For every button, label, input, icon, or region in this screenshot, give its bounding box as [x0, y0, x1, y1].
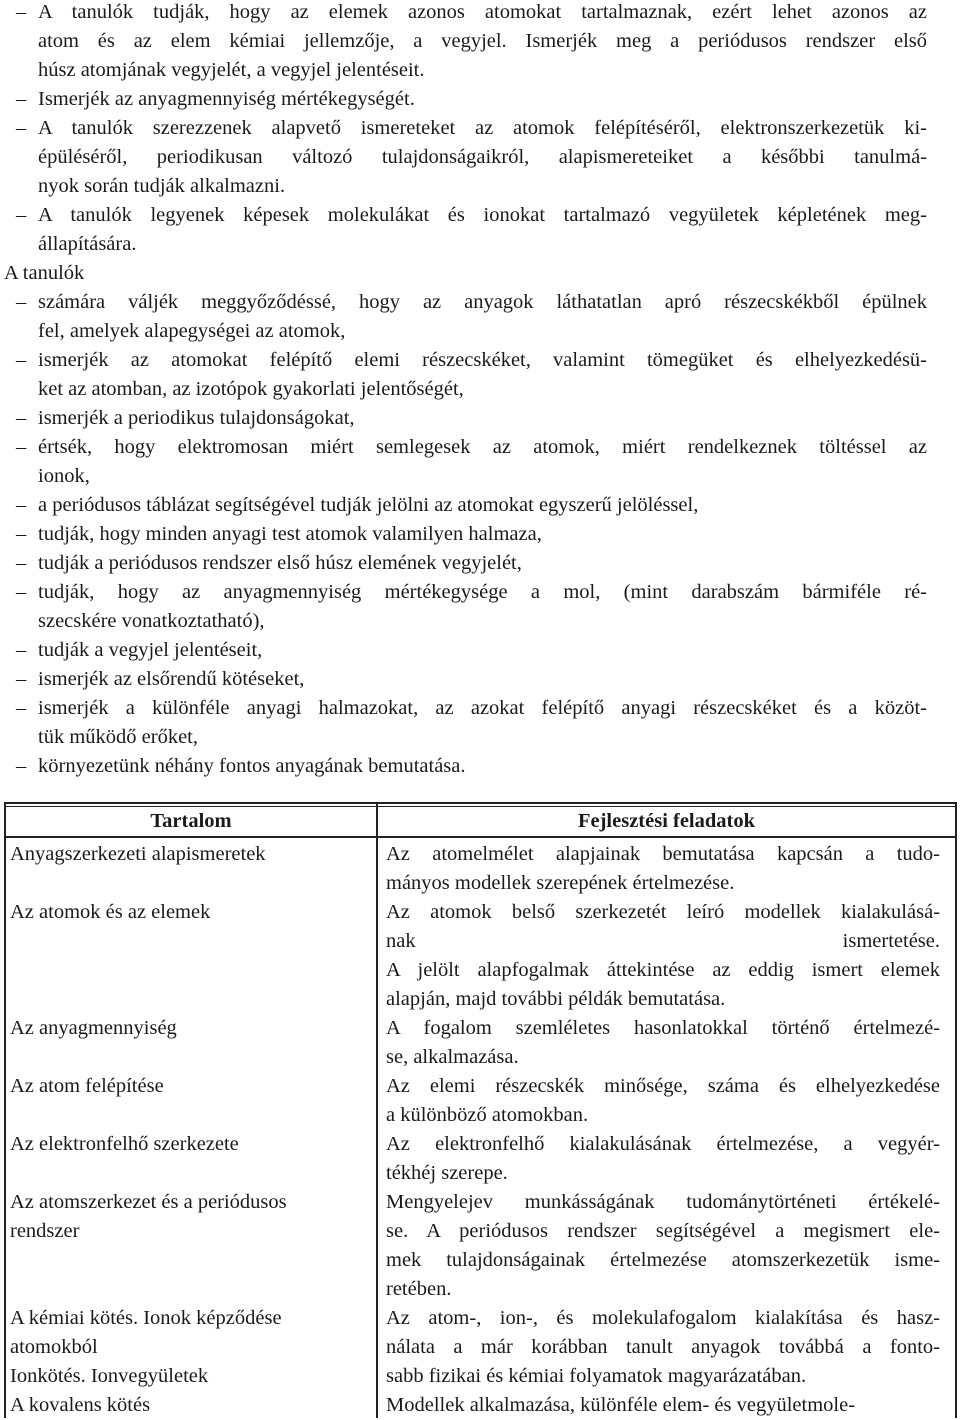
goal-bullet-text: fel, amelyek alapegységei az atomok,	[38, 320, 346, 342]
table-cell-task: retében.	[386, 1278, 452, 1300]
table-border-top	[4, 802, 957, 804]
table-cell-task: Az atomok belső szerkezetét leíró modellek kialakulásá-	[386, 901, 940, 923]
goals-heading: A tanulók	[4, 262, 85, 284]
table-cell-content: atomokból	[10, 1336, 98, 1358]
table-cell-task: nálata a már korábban tanult anyagok továbbá a fonto-	[386, 1336, 940, 1358]
table-cell-task: mányos modellek szerepének értelmezése.	[386, 872, 735, 894]
table-cell-content: Az atomszerkezet és a periódusos	[10, 1191, 287, 1213]
goal-bullet-text: ismerjék a különféle anyagi halmazokat, az azokat felépítő anyagi részecskéket és a közöt-	[38, 697, 927, 719]
intro-bullet-text: épüléséről, periodikusan változó tulajdonságaikról, alapismereteiket a későbbi tanulmá-	[38, 146, 927, 168]
goal-bullet-text: tük működő erőket,	[38, 726, 198, 748]
intro-bullet-text: Ismerjék az anyagmennyiség mértékegységét.	[38, 88, 415, 110]
intro-bullet-text: atom és az elem kémiai jellemzője, a vegyjel. Ismerjék meg a periódusos rendszer első	[38, 30, 927, 52]
intro-bullet-text: A tanulók szerezzenek alapvető ismereteket az atomok felépítéséről, elektronszerkezetük ki-	[38, 117, 927, 139]
goal-bullet-text: számára váljék meggyőződéssé, hogy az anyagok láthatatlan apró részecskékből épülnek	[38, 291, 927, 313]
table-header-content: Tartalom	[150, 810, 232, 832]
table-cell-task: se, alkalmazása.	[386, 1046, 519, 1068]
table-cell-task: sabb fizikai és kémiai folyamatok magyarázatában.	[386, 1365, 807, 1387]
intro-bullet-text: A tanulók legyenek képesek molekulákat és ionokat tartalmazó vegyületek képletének meg-	[38, 204, 927, 226]
table-cell-task: nak ismertetése.	[386, 930, 940, 952]
table-cell-content: Az anyagmennyiség	[10, 1017, 177, 1039]
table-cell-task: A fogalom szemléletes hasonlatokkal történő értelmezé-	[386, 1017, 940, 1039]
table-cell-task: mek tulajdonságainak értelmezése atomszerkezetük isme-	[386, 1249, 940, 1271]
intro-bullet-text: húsz atomjának vegyjelét, a vegyjel jelentéseit.	[38, 59, 425, 81]
table-cell-content: Ionkötés. Ionvegyületek	[10, 1365, 209, 1387]
goal-bullet-text: ionok,	[38, 465, 90, 487]
dash-bullet: –	[16, 581, 27, 603]
dash-bullet: –	[16, 639, 27, 661]
table-header-tasks: Fejlesztési feladatok	[577, 810, 756, 832]
goal-bullet-text: a periódusos táblázat segítségével tudják jelölni az atomokat egyszerű jelöléssel,	[38, 494, 699, 516]
table-cell-content: A kémiai kötés. Ionok képződése	[10, 1307, 282, 1329]
table-cell-task: tékhéj szerepe.	[386, 1162, 508, 1184]
dash-bullet: –	[16, 668, 27, 690]
table-cell-task: a különböző atomokban.	[386, 1104, 589, 1126]
table-cell-task: Az elektronfelhő kialakulásának értelmezése, a vegyér-	[386, 1133, 940, 1155]
intro-bullet-text: nyok során tudják alkalmazni.	[38, 175, 286, 197]
dash-bullet: –	[16, 291, 27, 313]
table-border-left	[4, 803, 6, 1418]
table-cell-task: Mengyelejev munkásságának tudománytörténeti értékelé-	[386, 1191, 940, 1213]
dash-bullet: –	[16, 349, 27, 371]
table-cell-content: A kovalens kötés	[10, 1394, 151, 1416]
table-header-border	[4, 836, 957, 838]
goal-bullet-text: értsék, hogy elektromosan miért semlegesek az atomok, miért rendelkeznek töltéssel az	[38, 436, 927, 458]
dash-bullet: –	[16, 204, 27, 226]
dash-bullet: –	[16, 436, 27, 458]
table-cell-task: Az atomelmélet alapjainak bemutatása kapcsán a tudo-	[386, 843, 940, 865]
dash-bullet: –	[16, 1, 27, 23]
table-cell-content: Az atom felépítése	[10, 1075, 164, 1097]
dash-bullet: –	[16, 117, 27, 139]
goal-bullet-text: tudják a periódusos rendszer első húsz elemének vegyjelét,	[38, 552, 522, 574]
table-cell-content: Az atomok és az elemek	[10, 901, 211, 923]
dash-bullet: –	[16, 697, 27, 719]
table-border-right	[955, 803, 957, 1418]
dash-bullet: –	[16, 552, 27, 574]
table-cell-task: se. A periódusos rendszer segítségével a megismert ele-	[386, 1220, 940, 1242]
table-cell-content: Az elektronfelhő szerkezete	[10, 1133, 239, 1155]
dash-bullet: –	[16, 755, 27, 777]
table-column-divider	[376, 803, 378, 1418]
goal-bullet-text: szecskére vonatkoztatható),	[38, 610, 265, 632]
table-cell-task: Az atom-, ion-, és molekulafogalom kialakítása és hasz-	[386, 1307, 940, 1329]
table-cell-task: Az elemi részecskék minősége, száma és elhelyezkedése	[386, 1075, 940, 1097]
dash-bullet: –	[16, 88, 27, 110]
goal-bullet-text: ismerjék a periodikus tulajdonságokat,	[38, 407, 355, 429]
goal-bullet-text: tudják, hogy minden anyagi test atomok valamilyen halmaza,	[38, 523, 542, 545]
goal-bullet-text: tudják, hogy az anyagmennyiség mértékegysége a mol, (mint darabszám bármiféle ré-	[38, 581, 927, 603]
dash-bullet: –	[16, 494, 27, 516]
table-cell-task: Modellek alkalmazása, különféle elem- és vegyületmole-	[386, 1394, 856, 1416]
table-cell-task: alapján, majd további példák bemutatása.	[386, 988, 726, 1010]
goal-bullet-text: ismerjék az atomokat felépítő elemi részecskéket, valamint tömegüket és elhelyezkedésü-	[38, 349, 927, 371]
goal-bullet-text: környezetünk néhány fontos anyagának bemutatása.	[38, 755, 466, 777]
table-cell-task: A jelölt alapfogalmak áttekintése az eddig ismert elemek	[386, 959, 940, 981]
intro-bullet-text: állapítására.	[38, 233, 137, 255]
goal-bullet-text: ket az atomban, az izotópok gyakorlati jelentőségét,	[38, 378, 464, 400]
table-cell-content: rendszer	[10, 1220, 80, 1242]
intro-bullet-text: A tanulók tudják, hogy az elemek azonos atomokat tartalmaznak, ezért lehet azonos az	[38, 1, 927, 23]
dash-bullet: –	[16, 523, 27, 545]
table-cell-content: Anyagszerkezeti alapismeretek	[10, 843, 266, 865]
goal-bullet-text: ismerjék az elsőrendű kötéseket,	[38, 668, 305, 690]
dash-bullet: –	[16, 407, 27, 429]
goal-bullet-text: tudják a vegyjel jelentéseit,	[38, 639, 263, 661]
